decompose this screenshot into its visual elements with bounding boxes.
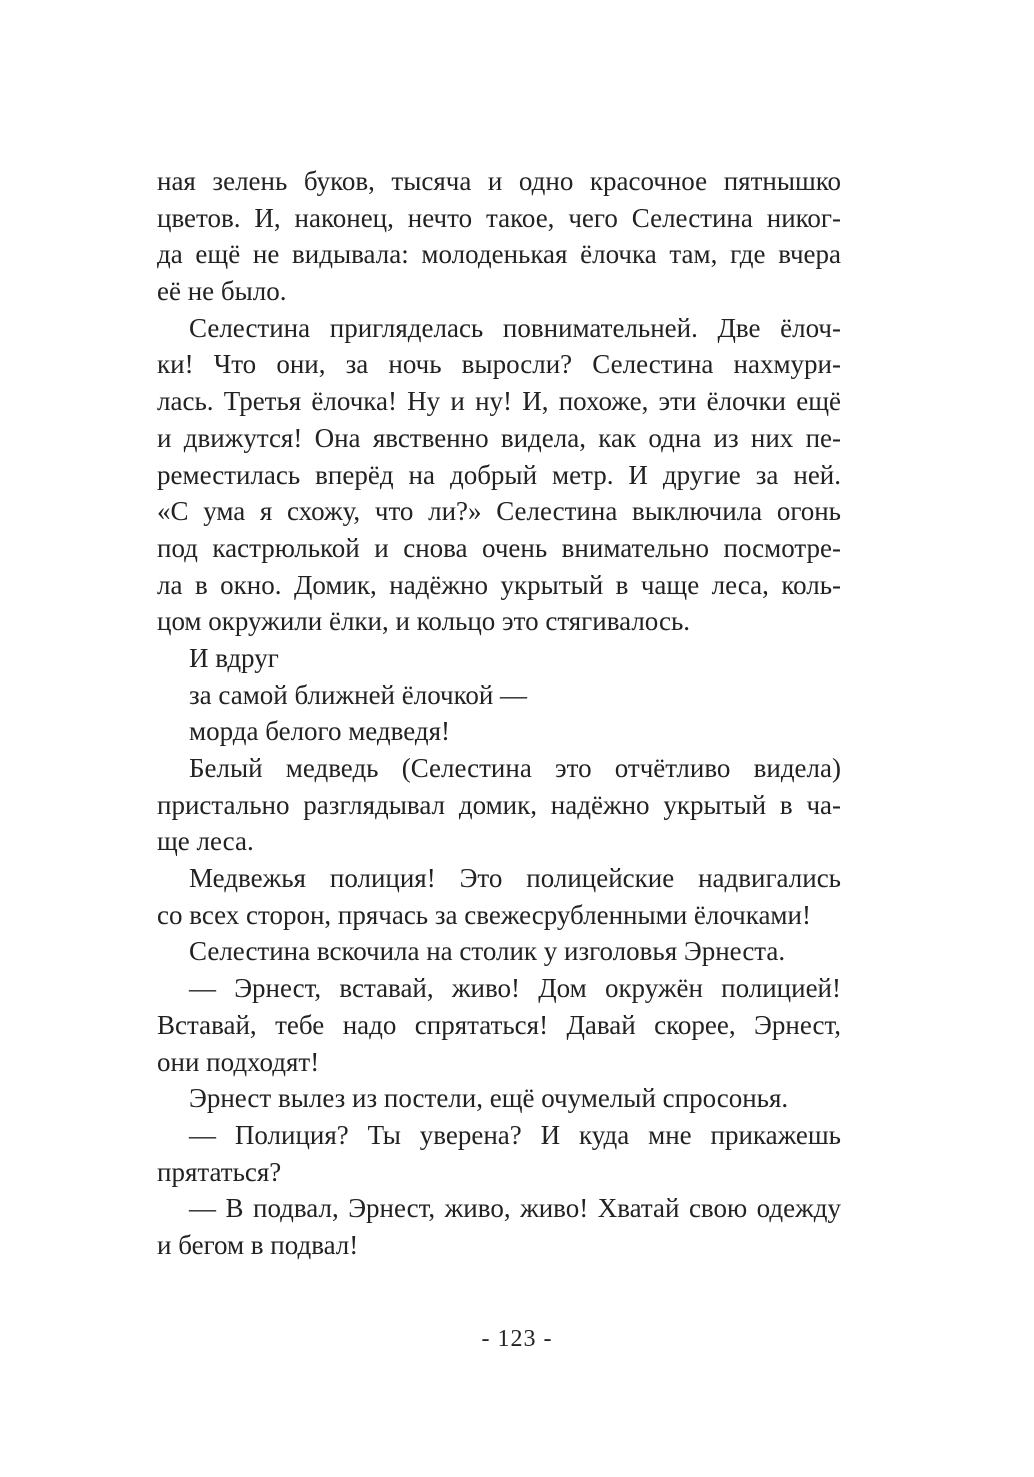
body-text	[157, 163, 841, 1264]
text-line: Белый медведь (Селестина это отчётливо видела)	[189, 753, 841, 783]
text-line: Медвежья полиция! Это полицейские надвигались	[189, 863, 841, 894]
text-line: со всех сторон, прячась за свежесрубленными ёлочками!	[157, 899, 811, 930]
text-line: её не было.	[157, 276, 287, 307]
text-line: да ещё не видывала: молоденькая ёлочка там, где вчера	[157, 239, 841, 270]
text-line: — Эрнест, вставай, живо! Дом окружён полицией!	[189, 973, 841, 1004]
text-line: ще леса.	[157, 826, 254, 857]
text-line: цветов. И, наконец, нечто такое, чего Селестина никог-	[157, 202, 841, 233]
text-line: они подходят!	[157, 1046, 320, 1077]
text-line: морда белого медведя!	[189, 716, 451, 747]
text-line: реместилась вперёд на добрый метр. И другие за ней.	[157, 459, 841, 490]
text-line: ная зелень буков, тысяча и одно красочное пятнышко	[157, 166, 841, 196]
text-line: лась. Третья ёлочка! Ну и ну! И, похоже, эти ёлочки ещё	[157, 386, 841, 417]
text-line: Селестина пригляделась повнимательней. Две ёлоч-	[189, 312, 841, 343]
text-line: Эрнест вылез из постели, ещё очумелый спросонья.	[189, 1083, 789, 1114]
text-line: пристально разглядывал домик, надёжно укрытый в ча-	[157, 789, 841, 820]
text-line: Селестина вскочила на столик у изголовья Эрнеста.	[189, 936, 786, 967]
text-line: — В подвал, Эрнест, живо, живо! Хватай свою одежду	[189, 1193, 841, 1224]
text-line: — Полиция? Ты уверена? И куда мне прикажешь	[189, 1119, 841, 1150]
text-line: за самой ближней ёлочкой —	[189, 679, 528, 710]
page-number: - 123 -	[481, 1326, 553, 1352]
text-line: «С ума я схожу, что ли?» Селестина выключила огонь	[157, 496, 841, 527]
text-line: ла в окно. Домик, надёжно укрытый в чаще леса, коль-	[157, 569, 841, 600]
text-line: и бегом в подвал!	[157, 1229, 359, 1260]
text-line: И вдруг	[189, 642, 279, 673]
text-line: прятаться?	[157, 1156, 282, 1187]
text-line: цом окружили ёлки, и кольцо это стягивалось.	[157, 606, 691, 637]
text-line: Вставай, тебе надо спрятаться! Давай скорее, Эрнест,	[157, 1009, 841, 1040]
text-line: и движутся! Она явственно видела, как одна из них пе-	[157, 422, 841, 453]
text-line: ки! Что они, за ночь выросли? Селестина нахмури-	[157, 349, 841, 380]
text-line: под кастрюлькой и снова очень внимательно посмотре-	[157, 532, 841, 563]
